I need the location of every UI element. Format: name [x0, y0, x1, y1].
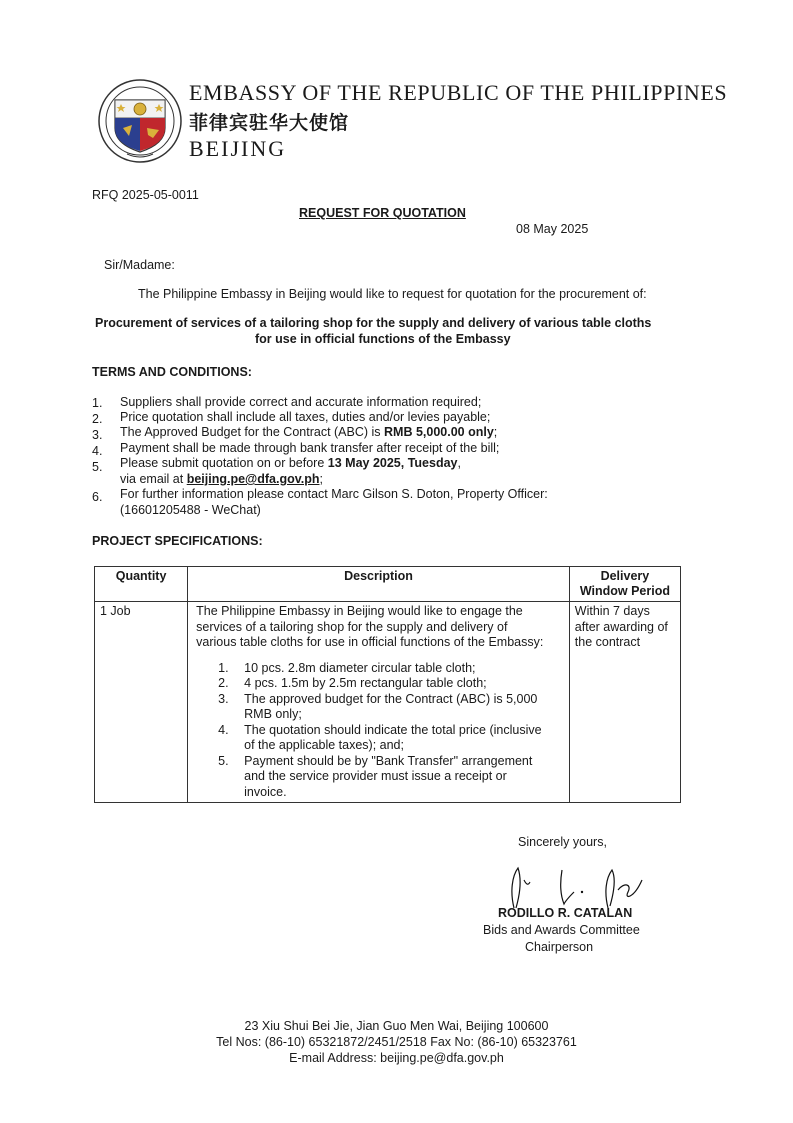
term-text: ;: [493, 425, 498, 439]
list-item: [196, 661, 564, 677]
list-text: The quotation should indicate the total price (inclusive: [244, 722, 542, 737]
list-number: 1.: [218, 660, 229, 675]
list-text: of the applicable taxes); and;: [244, 738, 404, 752]
term-number: 6.: [92, 490, 103, 504]
term-text: The Approved Budget for the Contract (ABC) is: [120, 425, 385, 439]
list-text: and the service provider must issue a receipt or: [244, 769, 507, 783]
list-item: [196, 676, 564, 692]
header-delivery-line: Delivery: [600, 569, 650, 583]
closing: Sincerely yours,: [518, 835, 607, 849]
rfq-number: RFQ 2025-05-0011: [92, 188, 199, 202]
term-item: Price quotation shall include all taxes, duties and/or levies payable;: [120, 410, 491, 424]
list-text: 4 pcs. 1.5m by 2.5m rectangular table cloth;: [244, 676, 487, 690]
description-line: various table cloths for use in official functions of the Embassy:: [196, 635, 544, 649]
description-line: The Philippine Embassy in Beijing would like to engage the: [196, 604, 523, 618]
header-delivery: [569, 567, 680, 602]
list-item: [196, 754, 564, 801]
signatory-role: Chairperson: [525, 940, 594, 954]
document-title: REQUEST FOR QUOTATION: [299, 206, 466, 220]
email-link[interactable]: beijing.pe@dfa.gov.ph: [186, 472, 320, 486]
footer-address: 23 Xiu Shui Bei Jie, Jian Guo Men Wai, Beijing 100600: [244, 1019, 549, 1033]
subject-line-2: for use in official functions of the Embassy: [255, 332, 511, 346]
specs-heading: PROJECT SPECIFICATIONS:: [92, 534, 263, 548]
cell-description: [188, 602, 570, 803]
term-number: 1.: [92, 396, 103, 410]
list-text: invoice.: [244, 784, 287, 799]
philippine-seal-icon: [97, 78, 183, 164]
salutation: Sir/Madame:: [104, 258, 175, 272]
term-number: 5.: [92, 460, 103, 474]
term-text: ,: [457, 456, 461, 470]
subject-line-1: Procurement of services of a tailoring shop for the supply and delivery of various table cloths: [95, 316, 652, 330]
term-text: Please submit quotation on or before: [120, 456, 328, 470]
embassy-city: BEIJING: [189, 136, 287, 161]
embassy-seal: [97, 78, 183, 164]
cell-quantity: 1 Job: [95, 602, 188, 803]
footer-email: E-mail Address: beijing.pe@dfa.gov.ph: [289, 1051, 504, 1065]
term-item-continued: [120, 472, 323, 486]
description-list: [196, 661, 564, 801]
list-item: [196, 723, 564, 754]
budget-amount: RMB 5,000.00 only: [384, 425, 494, 439]
list-item: [196, 692, 564, 723]
table-row: [95, 602, 681, 803]
signatory-name: RODILLO R. CATALAN: [498, 906, 633, 920]
term-item: Suppliers shall provide correct and accurate information required;: [120, 395, 482, 409]
term-number: 2.: [92, 412, 103, 426]
term-item-continued: (16601205488 - WeChat): [120, 503, 261, 517]
signature: [500, 862, 660, 912]
term-text: via email at: [120, 472, 187, 486]
list-number: 4.: [218, 722, 229, 737]
deadline-date: 13 May 2025, Tuesday: [327, 456, 458, 470]
delivery-line: the contract: [574, 635, 641, 649]
list-number: 2.: [218, 676, 229, 690]
list-text: Payment should be by "Bank Transfer" arrangement: [244, 753, 533, 768]
description-line: services of a tailoring shop for the supply and delivery of: [196, 619, 508, 634]
header-quantity: Quantity: [95, 567, 188, 602]
list-number: 3.: [218, 691, 229, 706]
specifications-table: [94, 566, 681, 803]
term-number: 3.: [92, 428, 103, 442]
embassy-name: EMBASSY OF THE REPUBLIC OF THE PHILIPPINES: [189, 80, 728, 105]
delivery-line: Within 7 days: [574, 604, 650, 618]
list-text: The approved budget for the Contract (ABC) is 5,000: [244, 691, 538, 706]
intro-paragraph: The Philippine Embassy in Beijing would like to request for quotation for the procurement of:: [138, 287, 647, 301]
delivery-line: after awarding of: [574, 619, 668, 634]
header-description: Description: [188, 567, 570, 602]
term-text: ;: [319, 472, 323, 486]
cell-delivery: [569, 602, 680, 803]
signatory-title: Bids and Awards Committee: [483, 923, 640, 937]
embassy-name-chinese: 菲律宾驻华大使馆: [189, 112, 350, 134]
footer-phone: Tel Nos: (86-10) 65321872/2451/2518 Fax No: (86-10) 65323761: [216, 1035, 577, 1049]
list-number: 5.: [218, 753, 229, 768]
term-item: Payment shall be made through bank transfer after receipt of the bill;: [120, 441, 500, 455]
header-delivery-line: Window Period: [579, 584, 670, 598]
term-item: For further information please contact Marc Gilson S. Doton, Property Officer:: [120, 487, 548, 501]
term-item: [120, 425, 497, 439]
list-text: RMB only;: [244, 707, 302, 721]
table-header-row: [95, 567, 681, 602]
signature-icon: [500, 862, 660, 912]
terms-heading: TERMS AND CONDITIONS:: [92, 365, 252, 379]
term-number: 4.: [92, 444, 103, 458]
term-item: [120, 456, 461, 470]
document-date: 08 May 2025: [516, 222, 589, 236]
list-text: 10 pcs. 2.8m diameter circular table cloth;: [244, 660, 476, 675]
